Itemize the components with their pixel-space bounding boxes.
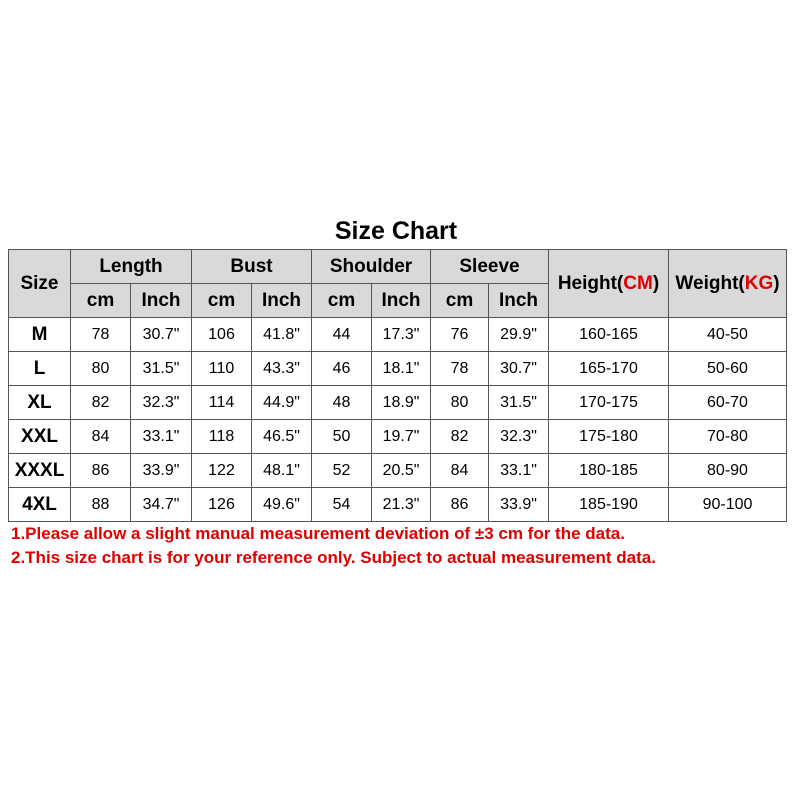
sleeve-cm-cell: 82: [431, 420, 489, 454]
size-chart-table: [8, 249, 787, 522]
length-inch-cell: 34.7": [131, 488, 192, 522]
sleeve-inch-cell: 32.3": [489, 420, 549, 454]
unit-inch-header: Inch: [131, 284, 192, 318]
table-row: [9, 488, 787, 522]
bust-header: Bust: [192, 250, 312, 284]
measurement-deviation-note: 1.Please allow a slight manual measurement deviation of ±3 cm for the data.: [11, 524, 625, 543]
size-cell: XXL: [9, 420, 71, 454]
table-row: [9, 318, 787, 352]
shoulder-cm-cell: 54: [312, 488, 372, 522]
bust-inch-cell: 43.3": [252, 352, 312, 386]
weight-cell: 90-100: [669, 488, 787, 522]
length-header: Length: [71, 250, 192, 284]
length-cm-cell: 78: [71, 318, 131, 352]
shoulder-cm-cell: 48: [312, 386, 372, 420]
length-cm-cell: 88: [71, 488, 131, 522]
weight-unit: KG: [744, 272, 774, 294]
bust-inch-cell: 41.8": [252, 318, 312, 352]
sleeve-inch-cell: 31.5": [489, 386, 549, 420]
unit-cm-header: cm: [71, 284, 131, 318]
weight-label: Weight(: [675, 272, 745, 294]
sleeve-cm-cell: 78: [431, 352, 489, 386]
sleeve-inch-cell: 33.9": [489, 488, 549, 522]
height-header: [549, 250, 669, 318]
length-inch-cell: 30.7": [131, 318, 192, 352]
size-header: Size: [9, 250, 71, 318]
weight-cell: 60-70: [669, 386, 787, 420]
size-cell: M: [9, 318, 71, 352]
size-cell: L: [9, 352, 71, 386]
header-row-groups: [9, 250, 787, 284]
length-inch-cell: 33.9": [131, 454, 192, 488]
length-cm-cell: 86: [71, 454, 131, 488]
sleeve-header: Sleeve: [431, 250, 549, 284]
unit-inch-header: Inch: [489, 284, 549, 318]
length-inch-cell: 32.3": [131, 386, 192, 420]
length-cm-cell: 82: [71, 386, 131, 420]
bust-inch-cell: 44.9": [252, 386, 312, 420]
height-label: Height(: [557, 272, 624, 294]
bust-cm-cell: 126: [192, 488, 252, 522]
shoulder-inch-cell: 20.5": [372, 454, 431, 488]
height-cell: 175-180: [549, 420, 669, 454]
bust-cm-cell: 118: [192, 420, 252, 454]
shoulder-cm-cell: 46: [312, 352, 372, 386]
shoulder-inch-cell: 21.3": [372, 488, 431, 522]
height-cell: 165-170: [549, 352, 669, 386]
shoulder-inch-cell: 19.7": [372, 420, 431, 454]
height-cell: 160-165: [549, 318, 669, 352]
unit-inch-header: Inch: [252, 284, 312, 318]
shoulder-inch-cell: 17.3": [372, 318, 431, 352]
weight-close-paren: ): [773, 272, 780, 294]
shoulder-cm-cell: 52: [312, 454, 372, 488]
length-cm-cell: 84: [71, 420, 131, 454]
bust-inch-cell: 49.6": [252, 488, 312, 522]
height-unit: CM: [623, 272, 653, 294]
bust-cm-cell: 110: [192, 352, 252, 386]
height-cell: 170-175: [549, 386, 669, 420]
bust-cm-cell: 114: [192, 386, 252, 420]
table-row: [9, 352, 787, 386]
unit-cm-header: cm: [431, 284, 489, 318]
length-cm-cell: 80: [71, 352, 131, 386]
bust-cm-cell: 106: [192, 318, 252, 352]
weight-cell: 50-60: [669, 352, 787, 386]
length-inch-cell: 31.5": [131, 352, 192, 386]
table-row: [9, 454, 787, 488]
shoulder-inch-cell: 18.1": [372, 352, 431, 386]
sleeve-inch-cell: 30.7": [489, 352, 549, 386]
weight-cell: 80-90: [669, 454, 787, 488]
unit-cm-header: cm: [312, 284, 372, 318]
sleeve-inch-cell: 29.9": [489, 318, 549, 352]
unit-inch-header: Inch: [372, 284, 431, 318]
shoulder-header: Shoulder: [312, 250, 431, 284]
bust-cm-cell: 122: [192, 454, 252, 488]
shoulder-inch-cell: 18.9": [372, 386, 431, 420]
reference-only-note: 2.This size chart is for your reference only. Subject to actual measurement data.: [11, 548, 656, 567]
bust-inch-cell: 46.5": [252, 420, 312, 454]
page-title: Size Chart: [334, 217, 458, 245]
sleeve-inch-cell: 33.1": [489, 454, 549, 488]
table-row: [9, 386, 787, 420]
length-inch-cell: 33.1": [131, 420, 192, 454]
shoulder-cm-cell: 44: [312, 318, 372, 352]
unit-cm-header: cm: [192, 284, 252, 318]
weight-cell: 70-80: [669, 420, 787, 454]
size-cell: XL: [9, 386, 71, 420]
weight-cell: 40-50: [669, 318, 787, 352]
table-row: [9, 420, 787, 454]
height-cell: 180-185: [549, 454, 669, 488]
height-cell: 185-190: [549, 488, 669, 522]
sleeve-cm-cell: 80: [431, 386, 489, 420]
shoulder-cm-cell: 50: [312, 420, 372, 454]
sleeve-cm-cell: 86: [431, 488, 489, 522]
sleeve-cm-cell: 76: [431, 318, 489, 352]
height-close-paren: ): [652, 272, 660, 294]
sleeve-cm-cell: 84: [431, 454, 489, 488]
size-cell: 4XL: [9, 488, 71, 522]
bust-inch-cell: 48.1": [252, 454, 312, 488]
size-cell: XXXL: [9, 454, 71, 488]
weight-header: [669, 250, 787, 318]
